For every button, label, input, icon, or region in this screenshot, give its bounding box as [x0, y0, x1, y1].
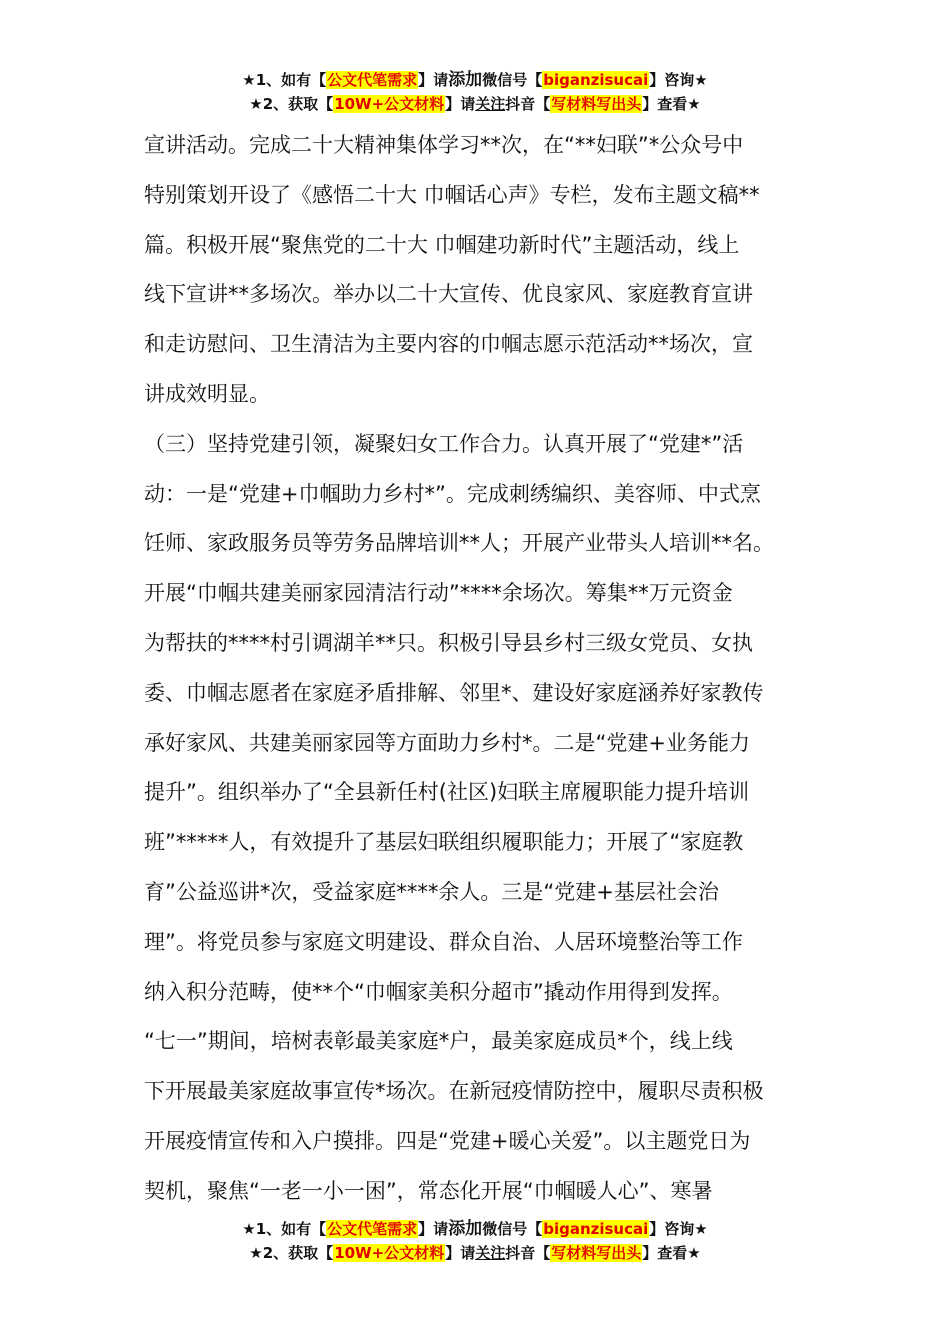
banner-line-2 — [0, 1241, 950, 1265]
banner-text: 抖音【 — [505, 1244, 551, 1262]
banner-highlight: 公文代笔需求 — [327, 71, 418, 89]
banner-text: 】请 — [445, 95, 476, 113]
banner-highlight-douyin: 写材料写出头 — [551, 1244, 642, 1262]
banner-highlight: 10W+公文材料 — [334, 95, 445, 113]
banner-emphasis: 关注 — [475, 1244, 506, 1262]
banner-emphasis: 添加 — [448, 70, 483, 90]
body-line: 纳入积分范畴，使**个“巾帼家美积分超市”撬动作用得到发挥。 — [144, 979, 733, 1004]
body-line: 篇。积极开展“聚焦党的二十大 巾帼建功新时代”主题活动，线上 — [144, 232, 740, 257]
body-line: 契机，聚焦“一老一小一困”，常态化开展“巾帼暖人心”、寒暑 — [144, 1178, 713, 1203]
body-line: 开展“巾帼共建美丽家园清洁行动”****余场次。筹集**万元资金 — [144, 581, 733, 606]
body-line: “七一”期间，培树表彰最美家庭*户，最美家庭成员*个，线上线 — [144, 1029, 733, 1054]
banner-highlight: 10W+公文材料 — [334, 1244, 445, 1262]
body-line: 委、巾帼志愿者在家庭矛盾排解、邻里*、建设好家庭涵养好家教传 — [144, 680, 764, 705]
banner-emphasis: 关注 — [475, 95, 506, 113]
banner-text: ★1、如有【 — [242, 1220, 327, 1238]
banner-text: 微信号【 — [482, 1220, 543, 1238]
banner-line-1 — [0, 68, 950, 92]
body-line: 下开展最美家庭故事宣传*场次。在新冠疫情防控中，履职尽责积极 — [144, 1079, 764, 1104]
banner-line-1 — [0, 1217, 950, 1241]
body-line: 班”*****人，有效提升了基层妇联组织履职能力；开展了“家庭教 — [144, 830, 744, 855]
body-line: 提升”。组织举办了“全县新任村(社区)妇联主席履职能力提升培训 — [144, 780, 750, 805]
banner-highlight-wechat-id: biganzisucai — [543, 71, 649, 89]
body-line: 为帮扶的****村引调湖羊**只。积极引导县乡村三级女党员、女执 — [144, 630, 753, 655]
footer-banner-bottom — [0, 1217, 950, 1265]
banner-highlight: 公文代笔需求 — [327, 1220, 418, 1238]
banner-text: ★2、获取【 — [249, 1244, 334, 1262]
banner-text: 】请 — [418, 71, 449, 89]
banner-text: 】咨询★ — [649, 1220, 708, 1238]
body-line: 特别策划开设了《感悟二十大 巾帼话心声》专栏，发布主题文稿** — [144, 182, 760, 207]
banner-text: ★2、获取【 — [249, 95, 334, 113]
banner-emphasis: 添加 — [448, 1219, 483, 1239]
body-line: 饪师、家政服务员等劳务品牌培训**人；开展产业带头人培训**名。 — [144, 531, 774, 556]
banner-text: 抖音【 — [505, 95, 551, 113]
body-line: 动：一是“党建+巾帼助力乡村*”。完成刺绣编织、美容师、中式烹 — [144, 481, 761, 506]
banner-text: 】咨询★ — [649, 71, 708, 89]
banner-line-2 — [0, 92, 950, 116]
banner-highlight-wechat-id: biganzisucai — [543, 1220, 649, 1238]
banner-text: 】查看★ — [642, 95, 701, 113]
section-heading-line: （三）坚持党建引领，凝聚妇女工作合力。认真开展了“党建*”活 — [144, 431, 744, 456]
banner-text: 微信号【 — [482, 71, 543, 89]
banner-text: 】请 — [445, 1244, 476, 1262]
body-line: 讲成效明显。 — [144, 381, 270, 406]
body-line: 宣讲活动。完成二十大精神集体学习**次，在“**妇联”*公众号中 — [144, 133, 744, 157]
banner-highlight-douyin: 写材料写出头 — [551, 95, 642, 113]
body-line: 理”。将党员参与家庭文明建设、群众自治、人居环境整治等工作 — [144, 929, 743, 954]
body-line: 承好家风、共建美丽家园等方面助力乡村*。二是“党建+业务能力 — [144, 730, 750, 755]
banner-text: 】查看★ — [642, 1244, 701, 1262]
body-line: 育”公益巡讲*次，受益家庭****余人。三是“党建+基层社会治 — [144, 879, 719, 904]
body-line: 和走访慰问、卫生清洁为主要内容的巾帼志愿示范活动**场次，宣 — [144, 332, 753, 357]
body-line: 线下宣讲**多场次。举办以二十大宣传、优良家风、家庭教育宣讲 — [144, 282, 753, 307]
banner-text: 】请 — [418, 1220, 449, 1238]
body-line: 开展疫情宣传和入户摸排。四是“党建+暖心关爱”。以主题党日为 — [144, 1128, 751, 1153]
banner-text: ★1、如有【 — [242, 71, 327, 89]
header-banner-top — [0, 68, 950, 116]
document-body — [144, 121, 809, 1217]
